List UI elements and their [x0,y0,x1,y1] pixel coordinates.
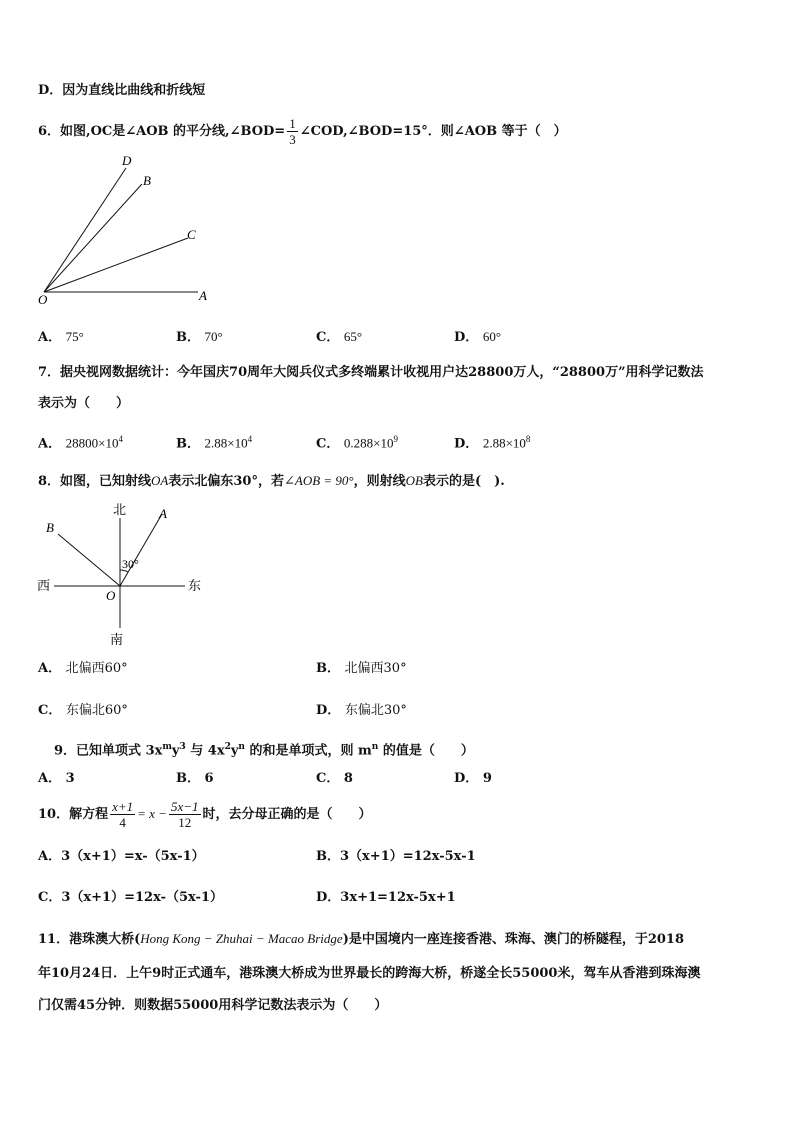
option-value: 北偏西60° [65,661,128,676]
q11-stem-b: )是中国境内一座连接香港、珠海、澳门的桥隧程，于2018 [342,932,685,947]
q10-fraction-1 [110,799,135,830]
q9-stem [54,738,474,760]
q9-option-d[interactable] [454,770,492,788]
option-base: 28800×10 [65,435,119,451]
q11-stem-line1 [38,930,684,949]
option-label: C． [38,890,62,905]
label-b: B [143,173,151,188]
option-label: C． [38,703,62,718]
q8-angle: ∠AOB = 90° [283,473,354,488]
option-value: 70° [204,329,223,344]
q9-stem-b: 与 4x [185,743,225,759]
q9-option-b[interactable] [176,770,214,788]
q6-frac-num: 1 [289,116,296,131]
q9-var-y2: y [230,743,239,759]
q7-stem-line2: 表示为（ ） [38,396,130,411]
option-label: A． [38,661,62,676]
option-value: 东偏北30° [344,703,407,718]
option-base: 2.88×10 [204,435,248,451]
q10-f2-den: 12 [178,815,192,830]
ray-oc [44,238,188,292]
q9-exp-m: m [162,742,172,752]
option-value: 东偏北60° [65,703,128,718]
option-base: 0.288×10 [343,435,394,451]
ray-od [44,168,126,292]
label-o: O [38,292,48,307]
option-label: D． [316,703,341,718]
option-label: A． [38,436,62,452]
option-base: 2.88×10 [482,435,526,451]
option-value: 3（x+1）=x-（5x-1） [61,849,205,864]
label-a: A [159,506,167,521]
q7-option-c[interactable] [316,430,398,453]
label-angle: 30° [122,557,139,571]
q9-stem-a: 9．已知单项式 3x [54,743,163,759]
q8-stem-b: 表示北偏东30°，若 [168,474,284,489]
ray-oa [120,514,162,586]
q6-option-b[interactable] [176,328,223,347]
option-value: 6 [204,771,214,786]
q8-ray-ob: OB [405,473,423,488]
label-o: O [106,588,116,603]
q10-stem [38,797,372,832]
option-label: C． [316,436,340,452]
option-label: A． [38,771,62,786]
label-d: D [122,153,132,168]
option-label: D． [454,771,479,786]
q8-option-a[interactable] [38,660,128,678]
q6-option-d[interactable] [454,328,501,347]
option-value: 3x+1=12x-5x+1 [340,890,456,905]
q8-stem-a: 8．如图，已知射线 [38,474,152,489]
q7-stem-line1: 7．据央视网数据统计：今年国庆70周年大阅兵仪式多终端累计收视用户达28800万人，“28800万”用科学记数法 [38,365,704,380]
q11-stem-line2: 年10月24日．上午9时正式通车，港珠澳大桥成为世界最长的跨海大桥，桥遂全长55000米，驾车从香港到珠海澳 [38,966,701,981]
q8-stem-c: ，则射线 [353,474,406,489]
option-label: C． [316,330,340,345]
q10-option-b[interactable] [316,848,476,866]
option-label: B． [316,849,340,864]
q7-option-b[interactable] [176,430,252,453]
option-value: 60° [482,329,502,344]
option-label: D． [454,330,479,345]
q10-f2-num: 5x−1 [170,799,199,814]
q8-ray-oa: OA [151,473,169,488]
option-value: 3（x+1）=12x-（5x-1） [61,890,224,905]
label-east: 东 [188,578,202,593]
option-value: 9 [482,771,492,786]
q10-f1-num: x+1 [112,799,134,814]
q6-stem [38,116,567,147]
option-label: D． [316,890,341,905]
q8-stem-d: 表示的是( ). [422,474,505,489]
option-label: B． [176,330,200,345]
option-label: B． [176,771,200,786]
option-label: A． [38,849,62,864]
q11-stem-a: 11．港珠澳大桥( [38,932,141,947]
q8-option-b[interactable] [316,660,407,678]
option-label: B． [176,436,200,452]
q10-option-d[interactable] [316,889,456,907]
q8-option-d[interactable] [316,702,407,720]
q6-stem-a: 6．如图,OC是∠AOB 的平分线,∠BOD= [38,124,286,139]
q6-stem-b: ∠COD,∠BOD=15°．则∠AOB 等于（ ） [299,124,567,139]
option-exp: 4 [118,434,123,444]
q7-option-a[interactable] [38,430,123,453]
q6-frac-den: 3 [289,132,296,147]
ray-ob [58,534,120,586]
q11-bridge-name: Hong Kong − Zhuhai − Macao Bridge [140,931,343,946]
ray-ob [44,184,142,292]
label-south: 南 [110,632,124,647]
q6-figure [30,150,230,330]
q8-stem [38,472,505,491]
q11-stem-line3: 门仅需45分钟．则数据55000用科学记数法表示为（ ） [38,998,388,1013]
option-label: B． [316,661,340,676]
option-label: D． [454,436,479,452]
option-label: C． [316,771,340,786]
option-exp: 4 [247,434,253,444]
q10-fraction-2 [169,799,201,830]
label-b: B [46,520,54,535]
q8-option-c[interactable] [38,702,128,720]
option-label: A． [38,330,62,345]
q6-fraction [287,116,298,147]
q9-exp-3: 3 [179,742,186,752]
option-value: 8 [343,771,353,786]
option-value: 3（x+1）=12x-5x-1 [340,849,476,864]
option-value: 北偏西30° [344,661,407,676]
q9-exp-n2: n [371,742,379,752]
option-value: 3 [65,771,75,786]
q10-option-a[interactable] [38,848,205,866]
option-exp: 8 [525,434,531,444]
q9-option-c[interactable] [316,770,353,788]
q6-option-a[interactable] [38,328,84,347]
label-c: C [187,227,196,242]
label-north: 北 [113,502,127,517]
prev-option-d: D．因为直线比曲线和折线短 [38,83,206,98]
q6-option-c[interactable] [316,328,362,347]
option-value: 75° [65,329,84,344]
q9-var-y: y [171,743,180,759]
label-west: 西 [37,578,51,593]
q9-exp-2: 2 [224,742,231,752]
q7-option-d[interactable] [454,430,530,453]
q10-stem-a: 10．解方程 [38,807,109,822]
label-a: A [199,288,207,303]
q9-option-a[interactable] [38,770,75,788]
q9-stem-d: 的值是（ ） [378,743,474,759]
option-exp: 9 [393,434,398,444]
option-value: 65° [343,329,363,344]
q10-mid: = x − [137,806,167,821]
q9-stem-c: 的和是单项式，则 m [244,743,372,759]
q10-option-c[interactable] [38,889,223,907]
q10-f1-den: 4 [119,815,126,830]
q8-figure [30,500,220,650]
q9-exp-n: n [238,742,245,752]
q10-stem-b: 时，去分母正确的是（ ） [202,807,372,822]
